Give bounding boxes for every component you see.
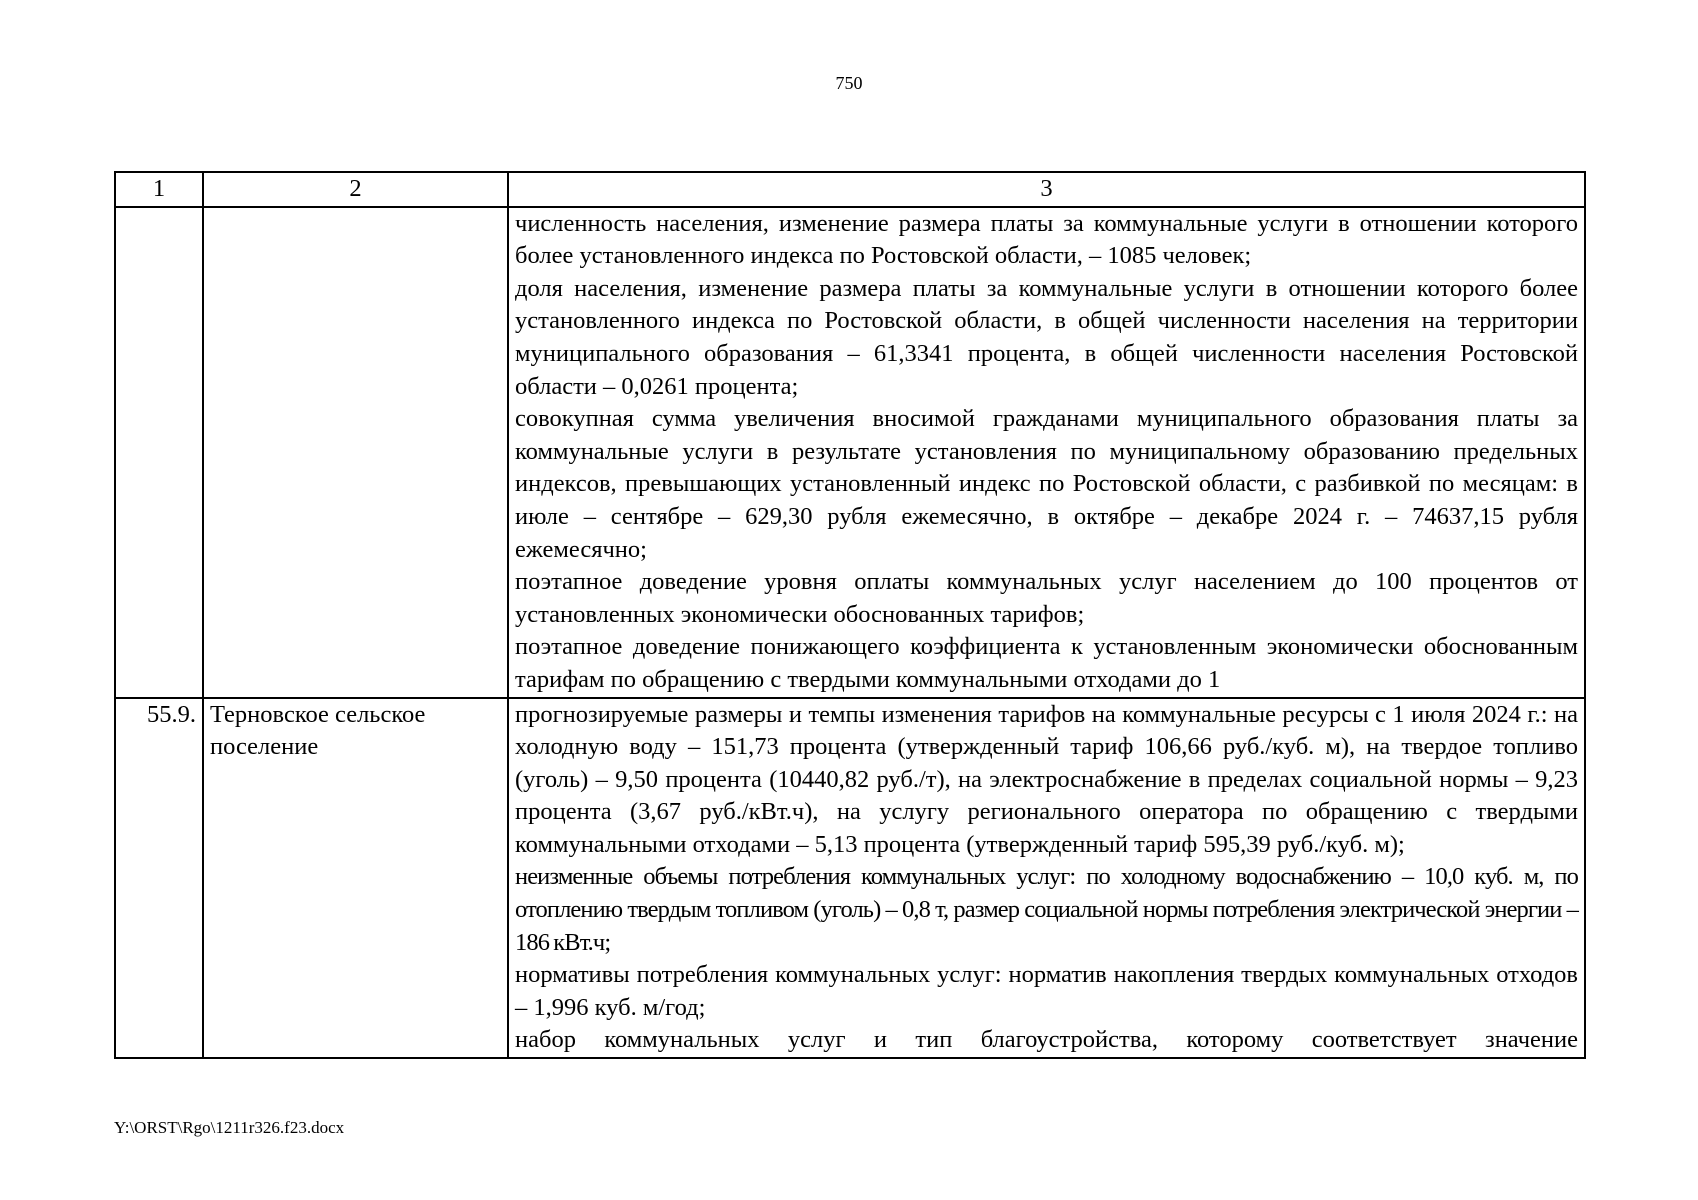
settlement-name-cell: Терновское сельское поселение [203, 698, 508, 1059]
paragraph-population-share: доля населения, изменение размера платы за коммунальные услуги в отношении которого более установленного индекса по Ростовской области, в общей численности населения на территории муниципального образования – 61,3341 процента, в общей численности населения Ростовской области – 0,0261 процента; [515, 274, 1578, 400]
row-number-cell [115, 207, 203, 698]
paragraph-consumption-volumes: неизменные объемы потребления коммунальных услуг: по холодному водоснабжению – 10,0 куб. м, по отоплению твердым топливом (уголь) – 0,8 т, размер социальной нормы потребления электрической энергии – 186 кВт.ч; [515, 863, 1578, 956]
paragraph-payment-level: поэтапное доведение уровня оплаты коммунальных услуг населением до 100 процентов от установленных экономически обоснованных тарифов; [515, 568, 1578, 628]
row-number-cell: 55.9. [115, 698, 203, 1059]
paragraph-reduction-coefficient: поэтапное доведение понижающего коэффициента к установленным экономически обоснованным тарифам по обращению с твердыми коммунальными отходами до 1 [515, 633, 1578, 693]
table-header-row [115, 172, 1585, 207]
paragraph-payment-increase: совокупная сумма увеличения вносимой гражданами муниципального образования платы за коммунальные услуги в результате установления по муниципальному образованию предельных индексов, превышающих установленный индекс по Ростовской области, с разбивкой по месяцам: в июле – сентябре – 629,30 рубля ежемесячно, в октябре – декабре 2024 г. – 74637,15 рубля ежемесячно; [515, 405, 1578, 563]
column-header-3: 3 [508, 172, 1585, 207]
page-number: 750 [835, 73, 863, 93]
settlement-name-cell [203, 207, 508, 698]
column-header-2: 2 [203, 172, 508, 207]
paragraph-tariff-forecast: прогнозируемые размеры и темпы изменения тарифов на коммунальные ресурсы с 1 июля 2024 г.: на холодную воду – 151,73 процента (утвержденный тариф 106,66 руб./куб. м), на твердое топливо (уголь) – 9,50 процента (10440,82 руб./т), на электроснабжение в пределах социальной нормы – 9,23 процента (3,67 руб./кВт.ч), на услугу регионального оператора по обращению с твердыми коммунальными отходами – 5,13 процента (утвержденный тариф 595,39 руб./куб. м); [515, 700, 1578, 858]
document-table [114, 171, 1586, 1059]
description-cell [508, 207, 1585, 698]
footer-file-path: Y:\ORST\Rgo\1211r326.f23.docx [114, 1118, 345, 1137]
paragraph-population-count: численность населения, изменение размера платы за коммунальные услуги в отношении которого более установленного индекса по Ростовской области, – 1085 человек; [515, 209, 1578, 270]
paragraph-services-set: набор коммунальных услуг и тип благоустройства, которому соответствует значение [515, 1026, 1578, 1054]
description-cell [508, 698, 1585, 1059]
paragraph-consumption-norms: нормативы потребления коммунальных услуг: норматив накопления твердых коммунальных отходов – 1,996 куб. м/год; [515, 961, 1578, 1021]
column-header-1: 1 [115, 172, 203, 207]
table-row [115, 698, 1585, 1059]
table-row [115, 207, 1585, 698]
